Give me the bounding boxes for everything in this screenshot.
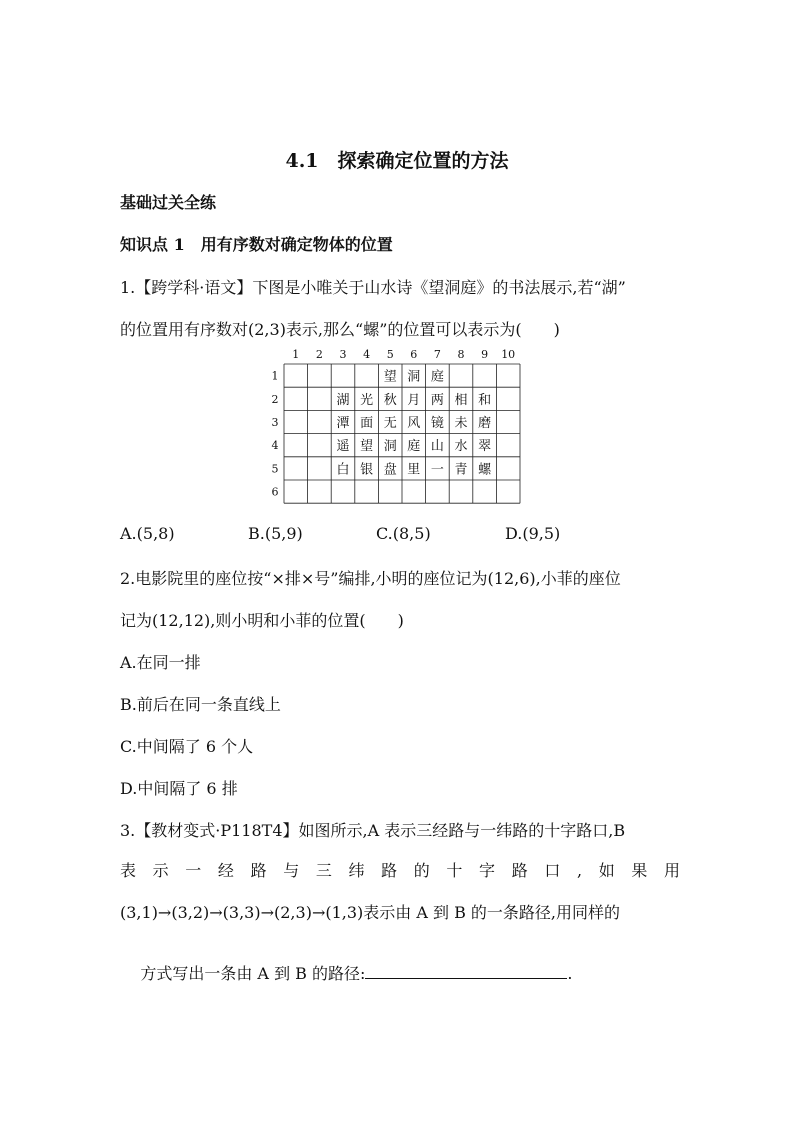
grid-character: 风 [407, 416, 421, 431]
grid-character: 一 [430, 462, 444, 478]
q2-stem-line2: 记为(12,12),则小明和小菲的位置( ) [120, 611, 404, 630]
grid-character: 镜 [430, 416, 444, 431]
grid-character: 银 [360, 462, 374, 478]
q3-line4-prefix: 方式写出一条由 A 到 B 的路径: [140, 964, 366, 983]
section-heading: 基础过关全练 [120, 193, 217, 212]
q2-option-b: B.前后在同一条直线上 [120, 695, 281, 714]
grid-character: 洞 [407, 369, 421, 385]
grid-row-number: 5 [271, 462, 279, 476]
grid-column-number: 1 [292, 348, 300, 361]
page-title: 4.1 探索确定位置的方法 [285, 150, 509, 172]
grid-character: 庭 [407, 439, 421, 455]
grid-column-number: 9 [481, 348, 489, 361]
grid-character: 相 [454, 392, 468, 408]
grid-character: 秋 [383, 392, 397, 408]
grid-row-number: 2 [271, 392, 279, 406]
grid-character: 青 [454, 462, 468, 478]
grid-character: 翠 [478, 439, 492, 455]
grid-column-number: 2 [315, 348, 323, 361]
q2-option-c: C.中间隔了 6 个人 [120, 737, 254, 756]
grid-column-number: 8 [457, 348, 465, 361]
q2-option-d: D.中间隔了 6 排 [120, 779, 238, 798]
grid-column-number: 4 [363, 348, 371, 361]
grid-character: 和 [478, 392, 492, 408]
grid-character: 庭 [430, 369, 444, 385]
grid-character: 洞 [383, 439, 397, 455]
q1-option-b: B.(5,9) [248, 524, 303, 543]
grid-column-number: 3 [339, 348, 347, 361]
grid-character: 盘 [383, 462, 397, 478]
grid-character: 潭 [336, 416, 350, 431]
grid-character: 水 [454, 439, 468, 455]
q1-option-d: D.(9,5) [505, 524, 561, 543]
grid-row-number: 3 [271, 416, 279, 429]
grid-character: 光 [360, 392, 374, 408]
grid-column-number: 6 [410, 348, 418, 361]
grid-character: 月 [407, 392, 421, 408]
q3-stem-line1: 3.【教材变式·P118T4】如图所示,A 表示三经路与一纬路的十字路口,B [120, 821, 626, 840]
grid-character: 无 [383, 416, 397, 431]
q1-stem-line1: 1.【跨学科·语文】下图是小唯关于山水诗《望洞庭》的书法展示,若“湖” [120, 278, 626, 297]
grid-character: 湖 [336, 392, 350, 408]
grid-svg [262, 344, 532, 512]
q1-option-a: A.(5,8) [120, 524, 175, 543]
grid-character: 里 [407, 462, 421, 478]
q1-option-c: C.(8,5) [376, 524, 431, 543]
grid-character: 望 [360, 439, 374, 455]
grid-character: 两 [430, 392, 444, 408]
grid-character: 未 [454, 416, 468, 431]
grid-character: 山 [430, 439, 444, 455]
q3-answer-blank[interactable] [365, 962, 567, 979]
grid-row-number: 6 [271, 485, 279, 499]
q2-option-a: A.在同一排 [120, 653, 201, 672]
q3-stem-line2: 表示一经路与三纬路的十字路口,如果用 [120, 861, 680, 880]
grid-character: 白 [336, 462, 350, 478]
grid-column-number: 5 [386, 348, 394, 361]
q2-stem-line1: 2.电影院里的座位按“×排×号”编排,小明的座位记为(12,6),小菲的座位 [120, 569, 621, 588]
grid-character: 磨 [478, 416, 492, 431]
grid-row-number: 1 [271, 369, 279, 383]
grid-column-number: 7 [433, 348, 441, 361]
q3-stem-line3: (3,1)→(3,2)→(3,3)→(2,3)→(1,3)表示由 A 到 B 的一条路径,用同样的 [120, 903, 621, 922]
knowledge-point-heading: 知识点 1 用有序数对确定物体的位置 [120, 235, 393, 254]
grid-character: 面 [360, 416, 374, 431]
grid-character: 遥 [336, 439, 350, 455]
grid-character: 望 [383, 369, 397, 385]
q1-stem-line2: 的位置用有序数对(2,3)表示,那么“螺”的位置可以表示为( ) [120, 320, 560, 339]
grid-character: 螺 [478, 462, 492, 478]
q3-stem-line4 [120, 942, 680, 1003]
grid-column-number: 10 [501, 348, 516, 361]
grid-row-number: 4 [271, 439, 279, 453]
q3-line4-suffix: . [567, 964, 573, 983]
q1-calligraphy-grid [262, 344, 532, 512]
